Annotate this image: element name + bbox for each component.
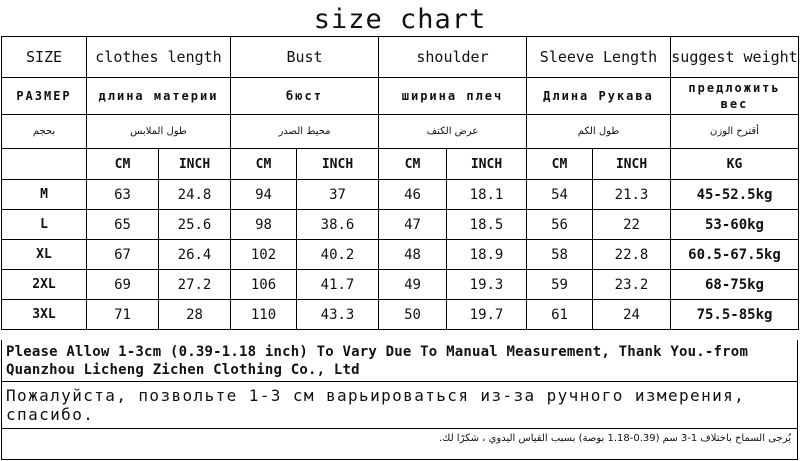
size-table xyxy=(1,36,799,330)
sleeve-cm-cell: 58 xyxy=(527,240,593,270)
sleeve-inch-cell: 21.3 xyxy=(593,180,671,210)
bust-inch-cell: 40.2 xyxy=(297,240,379,270)
bust-cm-cell: 110 xyxy=(231,300,297,330)
header-suggest-weight: suggest weight xyxy=(671,37,799,78)
shoulder-inch-cell: 18.5 xyxy=(447,210,527,240)
unit-cell: INCH xyxy=(593,149,671,180)
bust-inch-cell: 37 xyxy=(297,180,379,210)
header-sleeve-length: Sleeve Length xyxy=(527,37,671,78)
weight-cell: 75.5-85kg xyxy=(671,300,799,330)
length-cm-cell: 65 xyxy=(87,210,159,240)
header-sleeve-length-ru: Длина Рукава xyxy=(527,78,671,115)
header-size-ar: بحجم xyxy=(2,115,87,149)
bust-cm-cell: 106 xyxy=(231,270,297,300)
sleeve-inch-cell: 22 xyxy=(593,210,671,240)
table-row xyxy=(2,240,799,270)
unit-row xyxy=(2,149,799,180)
table-row xyxy=(2,210,799,240)
header-bust-ru: бюст xyxy=(231,78,379,115)
length-cm-cell: 63 xyxy=(87,180,159,210)
table-row xyxy=(2,180,799,210)
table-row xyxy=(2,300,799,330)
weight-cell: 68-75kg xyxy=(671,270,799,300)
header-clothes-length: clothes length xyxy=(87,37,231,78)
size-cell: 3XL xyxy=(2,300,87,330)
size-cell: XL xyxy=(2,240,87,270)
measurement-notes xyxy=(1,340,798,460)
header-size-ru: РАЗМЕР xyxy=(2,78,87,115)
sleeve-cm-cell: 56 xyxy=(527,210,593,240)
note-russian: Пожалуйста, позвольте 1-3 см варьироваться из-за ручного измерения, спасибо. xyxy=(2,382,797,429)
shoulder-inch-cell: 19.7 xyxy=(447,300,527,330)
unit-cell: KG xyxy=(671,149,799,180)
sleeve-inch-cell: 22.8 xyxy=(593,240,671,270)
length-cm-cell: 67 xyxy=(87,240,159,270)
sleeve-inch-cell: 23.2 xyxy=(593,270,671,300)
shoulder-cm-cell: 50 xyxy=(379,300,447,330)
header-suggest-weight-ru: предложить вес xyxy=(671,78,799,115)
unit-cell: INCH xyxy=(159,149,231,180)
length-cm-cell: 69 xyxy=(87,270,159,300)
unit-cell: CM xyxy=(231,149,297,180)
header-clothes-length-ru: длина материи xyxy=(87,78,231,115)
header-shoulder-ar: عرض الكتف xyxy=(379,115,527,149)
note-english: Please Allow 1-3cm (0.39-1.18 inch) To Vary Due To Manual Measurement, Thank You.-from Quanzhou Licheng Zichen Clothing Co., Ltd xyxy=(2,340,797,382)
header-shoulder-ru: ширина плеч xyxy=(379,78,527,115)
shoulder-cm-cell: 49 xyxy=(379,270,447,300)
bust-cm-cell: 94 xyxy=(231,180,297,210)
unit-cell: INCH xyxy=(297,149,379,180)
weight-cell: 45-52.5kg xyxy=(671,180,799,210)
shoulder-cm-cell: 48 xyxy=(379,240,447,270)
header-shoulder: shoulder xyxy=(379,37,527,78)
length-inch-cell: 27.2 xyxy=(159,270,231,300)
header-row-english xyxy=(2,37,799,78)
bust-inch-cell: 41.7 xyxy=(297,270,379,300)
unit-blank xyxy=(2,149,87,180)
sleeve-cm-cell: 61 xyxy=(527,300,593,330)
shoulder-inch-cell: 19.3 xyxy=(447,270,527,300)
header-row-russian xyxy=(2,78,799,115)
sleeve-inch-cell: 24 xyxy=(593,300,671,330)
header-clothes-length-ar: طول الملابس xyxy=(87,115,231,149)
bust-cm-cell: 98 xyxy=(231,210,297,240)
shoulder-cm-cell: 46 xyxy=(379,180,447,210)
length-inch-cell: 25.6 xyxy=(159,210,231,240)
bust-cm-cell: 102 xyxy=(231,240,297,270)
shoulder-inch-cell: 18.9 xyxy=(447,240,527,270)
shoulder-inch-cell: 18.1 xyxy=(447,180,527,210)
unit-cell: CM xyxy=(527,149,593,180)
length-inch-cell: 28 xyxy=(159,300,231,330)
header-row-arabic xyxy=(2,115,799,149)
shoulder-cm-cell: 47 xyxy=(379,210,447,240)
weight-cell: 53-60kg xyxy=(671,210,799,240)
weight-cell: 60.5-67.5kg xyxy=(671,240,799,270)
unit-cell: INCH xyxy=(447,149,527,180)
size-cell: 2XL xyxy=(2,270,87,300)
bust-inch-cell: 43.3 xyxy=(297,300,379,330)
unit-cell: CM xyxy=(87,149,159,180)
size-cell: L xyxy=(2,210,87,240)
header-bust: Bust xyxy=(231,37,379,78)
header-suggest-weight-ar: أقترح الوزن xyxy=(671,115,799,149)
table-row xyxy=(2,270,799,300)
sleeve-cm-cell: 59 xyxy=(527,270,593,300)
length-cm-cell: 71 xyxy=(87,300,159,330)
note-arabic: يُرجى السماح باختلاف 1-3 سم (0.39-1.18 بوصة) بسبب القياس اليدوي ، شكرًا لك. xyxy=(438,433,791,444)
chart-title: size chart xyxy=(313,4,487,35)
header-size: SIZE xyxy=(2,37,87,78)
length-inch-cell: 26.4 xyxy=(159,240,231,270)
length-inch-cell: 24.8 xyxy=(159,180,231,210)
unit-cell: CM xyxy=(379,149,447,180)
bust-inch-cell: 38.6 xyxy=(297,210,379,240)
size-cell: M xyxy=(2,180,87,210)
header-bust-ar: محيط الصدر xyxy=(231,115,379,149)
header-sleeve-length-ar: طول الكم xyxy=(527,115,671,149)
sleeve-cm-cell: 54 xyxy=(527,180,593,210)
